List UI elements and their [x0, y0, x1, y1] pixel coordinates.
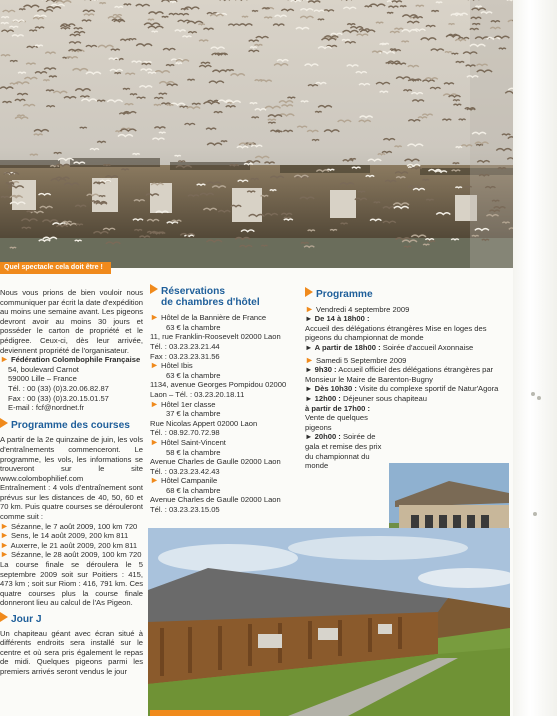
pigeon-mark: [465, 186, 472, 187]
pigeon-mark: [347, 24, 355, 25]
pigeon-mark: [19, 9, 25, 10]
pigeon-mark: [159, 93, 167, 94]
federation-email: E-mail : fcf@nordnet.fr: [8, 403, 85, 413]
pigeon-mark: [301, 101, 308, 102]
lodges-caption-bar: [150, 710, 260, 716]
pigeon-mark: [125, 104, 134, 105]
hotel-name: ► Hôtel de la Bannière de France: [150, 312, 267, 323]
lodges-photo: [148, 528, 510, 716]
pigeon-mark: [124, 4, 131, 5]
pigeon-mark: [472, 235, 479, 236]
pigeon-mark: [402, 41, 409, 42]
pigeon-mark: [341, 223, 348, 224]
programme-heading: Programme: [305, 287, 510, 301]
hotel-tel: Tél. : 03.23.23.15.05: [150, 505, 220, 515]
pigeon-mark: [181, 9, 188, 10]
pigeon-mark: [175, 155, 181, 156]
pigeon-mark: [1, 197, 9, 198]
pigeon-mark: [43, 80, 49, 81]
programme-time: ► 12h00 : Déjeuner sous chapiteau: [305, 393, 427, 403]
pigeon-mark: [380, 91, 389, 92]
pigeon-mark: [75, 240, 82, 241]
pigeon-mark: [97, 100, 105, 101]
column-programme: [305, 287, 510, 471]
federation-name: ► Fédération Colombophile Française: [0, 354, 141, 365]
pigeon-mark: [455, 187, 462, 188]
pigeon-mark: [251, 179, 259, 180]
pigeon-mark: [507, 0, 513, 1]
pigeon-mark: [352, 167, 361, 168]
pigeon-mark: [27, 211, 34, 212]
hotel-entry: [150, 400, 300, 438]
hotel-address: Avenue Charles de Gaulle 02000 Laon: [150, 457, 281, 467]
hotel-tel: Tél. : 08.92.70.72.98: [150, 428, 220, 438]
pigeon-mark: [416, 5, 424, 6]
pigeon-mark: [148, 72, 156, 73]
pigeon-mark: [502, 134, 510, 135]
pigeon-mark: [499, 48, 506, 49]
pigeon-mark: [301, 243, 309, 244]
courses-heading: Programme des courses: [0, 418, 143, 432]
pigeon-mark: [287, 97, 295, 98]
pigeon-mark: [167, 105, 174, 106]
pigeon-mark: [123, 88, 130, 89]
pigeon-mark: [456, 147, 462, 148]
pigeon-mark: [380, 44, 387, 45]
pigeon-mark: [376, 22, 383, 23]
pigeon-mark: [170, 2, 177, 3]
pigeon-mark: [476, 144, 483, 145]
hotel-entry: [150, 438, 300, 476]
pigeon-mark: [312, 140, 319, 141]
race-item: ► Sézanne, le 28 août 2009, 100 km 720: [0, 549, 142, 560]
federation-address-1: 54, boulevard Carnot: [8, 364, 79, 374]
pigeon-mark: [247, 191, 255, 192]
pigeon-mark: [365, 6, 372, 7]
pigeon-mark: [134, 230, 142, 231]
programme-day: ► Samedi 5 Septembre 2009: [305, 354, 407, 365]
hotels-heading-line2: de chambres d'hôtel: [161, 296, 260, 308]
pigeon-mark: [276, 131, 283, 132]
pigeon-mark: [387, 12, 393, 13]
pigeon-mark: [148, 19, 154, 20]
column-hotels: [150, 284, 300, 515]
pigeon-mark: [242, 16, 248, 17]
pigeon-mark: [152, 31, 158, 32]
pigeon-mark: [423, 180, 429, 181]
pigeon-mark: [35, 45, 43, 46]
pigeon-mark: [178, 161, 185, 162]
pigeon-mark: [454, 104, 462, 105]
pigeon-mark: [268, 122, 275, 123]
hotel-entry: [150, 313, 300, 361]
pigeon-mark: [18, 72, 26, 73]
pigeon-mark: [188, 32, 196, 33]
hotel-address: Avenue Charles de Gaulle 02000 Laon: [150, 495, 281, 505]
pigeon-mark: [475, 6, 481, 7]
final-race-text: La course finale se déroulera le 5 septembre 2009 soit sur Poitiers : 415, 473 km ; soit sur Riom : 416, 791 km. Ces quatre courses plus la course finale donneront lieu au calcul de l'As Pigeon.: [0, 560, 143, 608]
pigeon-mark: [358, 191, 365, 192]
hotel-price: 37 € la chambre: [166, 409, 221, 419]
pigeon-mark: [330, 230, 337, 231]
pigeon-mark: [180, 106, 188, 107]
hotel-entry: [150, 361, 300, 399]
hotel-price: 68 € la chambre: [166, 485, 221, 495]
pigeon-mark: [99, 196, 105, 197]
pigeon-mark: [394, 28, 403, 29]
pigeon-mark: [192, 103, 201, 104]
pigeon-mark: [445, 52, 452, 53]
pigeon-mark: [472, 24, 480, 25]
pigeon-mark: [50, 165, 59, 166]
programme-time: ► De 14 à 18h00 :: [305, 314, 370, 324]
pigeon-mark: [1, 17, 9, 18]
pigeon-mark: [166, 65, 174, 66]
pigeon-mark: [226, 70, 233, 71]
pigeon-mark: [264, 17, 272, 18]
pigeon-mark: [459, 119, 466, 120]
hotel-name: ► Hôtel Campanile: [150, 475, 218, 486]
pigeon-mark: [436, 2, 442, 3]
pigeon-mark: [268, 119, 276, 120]
hotel-fax: Fax : 03.23.23.31.56: [150, 351, 220, 361]
pigeon-mark: [154, 105, 161, 106]
programme-time: ► 20h00 : Soirée de gala et remise des prix du championnat du monde: [305, 432, 382, 471]
jourj-heading: Jour J: [0, 612, 143, 626]
pigeon-mark: [221, 141, 227, 142]
race-item: ► Sens, le 14 août 2009, 200 km 811: [0, 530, 129, 541]
race-item: ► Sézanne, le 7 août 2009, 100 km 720: [0, 520, 138, 531]
pigeon-mark: [176, 63, 182, 64]
pigeon-mark: [10, 83, 18, 84]
pigeon-mark: [162, 16, 169, 17]
hotel-address: 11, rue Franklin-Roosevelt 02000 Laon: [150, 332, 281, 342]
hotel-name: ► Hôtel Saint-Vincent: [150, 436, 226, 447]
pigeon-mark: [404, 246, 411, 247]
hotel-name: ► Hôtel Ibis: [150, 360, 193, 371]
pigeon-mark: [492, 200, 499, 201]
pigeon-mark: [76, 224, 83, 225]
pigeon-mark: [453, 100, 460, 101]
pigeon-mark: [250, 103, 257, 104]
pigeon-mark: [198, 24, 204, 25]
pigeon-mark: [261, 195, 269, 196]
pigeon-mark: [10, 61, 17, 62]
pigeon-mark: [99, 3, 105, 4]
pigeon-mark: [452, 170, 461, 171]
pigeon-mark: [29, 30, 36, 31]
hotel-entry: [150, 476, 300, 514]
pigeon-mark: [390, 49, 396, 50]
hotel-tel: Tél. : 03.23.23.42.43: [150, 466, 220, 476]
pigeon-mark: [426, 199, 433, 200]
pigeon-mark: [130, 94, 137, 95]
pigeon-mark: [103, 165, 110, 166]
pigeon-mark: [252, 11, 258, 12]
hotel-price: 63 € la chambre: [166, 322, 221, 332]
pigeon-mark: [263, 8, 270, 9]
pigeon-mark: [91, 201, 100, 202]
pigeon-mark: [498, 168, 506, 169]
pigeon-mark: [470, 29, 479, 30]
pigeon-mark: [261, 245, 267, 246]
pigeon-mark: [400, 6, 406, 7]
pigeon-mark: [467, 109, 475, 110]
pigeon-mark: [34, 134, 43, 135]
hotel-address: 1134, avenue Georges Pompidou 02000 Laon – Tél. : 03.23.20.18.11: [150, 380, 287, 399]
pigeon-mark: [54, 153, 62, 154]
federation-tel: Tél. : 00 (33) (0)3.20.06.82.87: [8, 383, 109, 393]
pigeon-mark: [115, 73, 121, 74]
pigeon-mark: [427, 241, 435, 242]
training-text: Entraînement : 4 vols d'entraînement sont prévus sur les distances de 40, 50, 60 et 70 km. Puis quatre courses se dérouleront comme suit :: [0, 483, 143, 522]
pigeon-mark: [250, 47, 256, 48]
pigeon-mark: [254, 45, 262, 46]
pigeon-mark: [97, 141, 106, 142]
column-left: [0, 288, 143, 677]
programme-day: ► Vendredi 4 septembre 2009: [305, 303, 410, 314]
pigeon-mark: [449, 24, 455, 25]
federation-address-2: 59000 Lille – France: [8, 374, 77, 384]
pigeon-mark: [197, 184, 206, 185]
pigeon-mark: [17, 115, 24, 116]
pigeon-mark: [431, 11, 438, 12]
pigeon-mark: [482, 239, 489, 240]
pigeon-mark: [342, 39, 350, 40]
jourj-text: Un chapiteau géant avec écran situé à différents endroits sera installé sur le centre et où sera pris également le repas de midi. Quelques pigeons parmi les premiers arrivés seront vendus le jour: [0, 628, 143, 676]
pigeon-mark: [452, 53, 459, 54]
pigeon-mark: [10, 247, 16, 248]
pigeon-mark: [366, 176, 375, 177]
pigeon-mark: [308, 230, 315, 231]
programme-time: à partir de 17h00 : Vente de quelques pigeons: [305, 403, 370, 432]
pigeon-mark: [80, 127, 87, 128]
pigeon-mark: [386, 63, 392, 64]
race-item: ► Auxerre, le 21 août 2009, 200 km 811: [0, 539, 138, 550]
hotel-tel: Tél. : 03.23.23.21.44: [150, 341, 220, 351]
pigeon-mark: [46, 106, 54, 107]
federation-fax: Fax : 00 (33) (0)3.20.15.01.57: [8, 393, 109, 403]
pigeon-mark: [244, 164, 253, 165]
hotel-price: 63 € la chambre: [166, 370, 221, 380]
hotel-price: 58 € la chambre: [166, 447, 221, 457]
pigeon-mark: [252, 117, 259, 118]
programme-time: ► Dès 10h30 : Visite du complexe sportif de Natur'Agora: [305, 384, 499, 394]
hotels-heading-line1: Réservations: [150, 284, 300, 298]
hotel-address: Rue Nicolas Appert 02000 Laon: [150, 418, 258, 428]
pigeon-mark: [451, 239, 459, 240]
hero-photo: [0, 0, 513, 268]
pigeon-mark: [49, 76, 57, 77]
pigeon-mark: [133, 154, 140, 155]
pigeon-mark: [374, 202, 380, 203]
programme-time: ► 9h30 : Accueil officiel des délégations étrangères par Monsieur le Maire de Barenton-Bugny: [305, 365, 494, 384]
pigeon-mark: [115, 7, 123, 8]
pigeon-mark: [30, 154, 38, 155]
courses-text: A partir de la 2e quinzaine de juin, les vols d'entraînements commenceront. Le programme, les vols, les informations se trouveront sur le site www.colombophilief.com: [0, 435, 143, 483]
pigeon-mark: [1, 23, 9, 24]
pigeon-mark: [502, 222, 509, 223]
pigeon-mark: [284, 217, 291, 218]
pigeon-mark: [46, 90, 54, 91]
pigeon-mark: [395, 146, 402, 147]
pigeon-mark: [214, 112, 222, 113]
hotel-name: ► Hôtel 1er classe: [150, 398, 216, 409]
pigeon-mark: [137, 97, 146, 98]
page-gutter: [513, 0, 557, 716]
pigeon-mark: [74, 28, 83, 29]
pigeon-mark: [270, 190, 277, 191]
pigeon-mark: [423, 244, 429, 245]
pigeon-mark: [187, 79, 194, 80]
pigeon-mark: [121, 169, 128, 170]
pigeon-mark: [453, 163, 460, 164]
hero-caption: Quel spectacle cela doit être !: [0, 262, 111, 274]
programme-text: Accueil des délégations étrangères Mise en loges des pigeons du championnat de monde: [305, 323, 487, 343]
pigeon-mark: [315, 111, 322, 112]
pigeon-mark: [143, 62, 151, 63]
pigeon-mark: [113, 15, 122, 16]
intro-text: Nous vous prions de bien vouloir nous communiquer par écrit la date d'expédition au moins une semaine avant. Les pigeons devront avoir au moins 30 jours et posséder le carton de propriété et le pédigree. Ceux-ci, dès leur arrivée, deviennent propriété de l'organisateur.: [0, 288, 143, 355]
pigeon-mark: [6, 183, 14, 184]
pigeon-mark: [425, 239, 433, 240]
pigeon-mark: [403, 90, 411, 91]
programme-time: ► A partir de 18h00 : Soirée d'accueil Axonnaise: [305, 342, 474, 352]
pigeon-mark: [318, 19, 324, 20]
pigeon-mark: [378, 154, 385, 155]
pigeon-mark: [159, 132, 166, 133]
pigeon-mark: [456, 61, 464, 62]
